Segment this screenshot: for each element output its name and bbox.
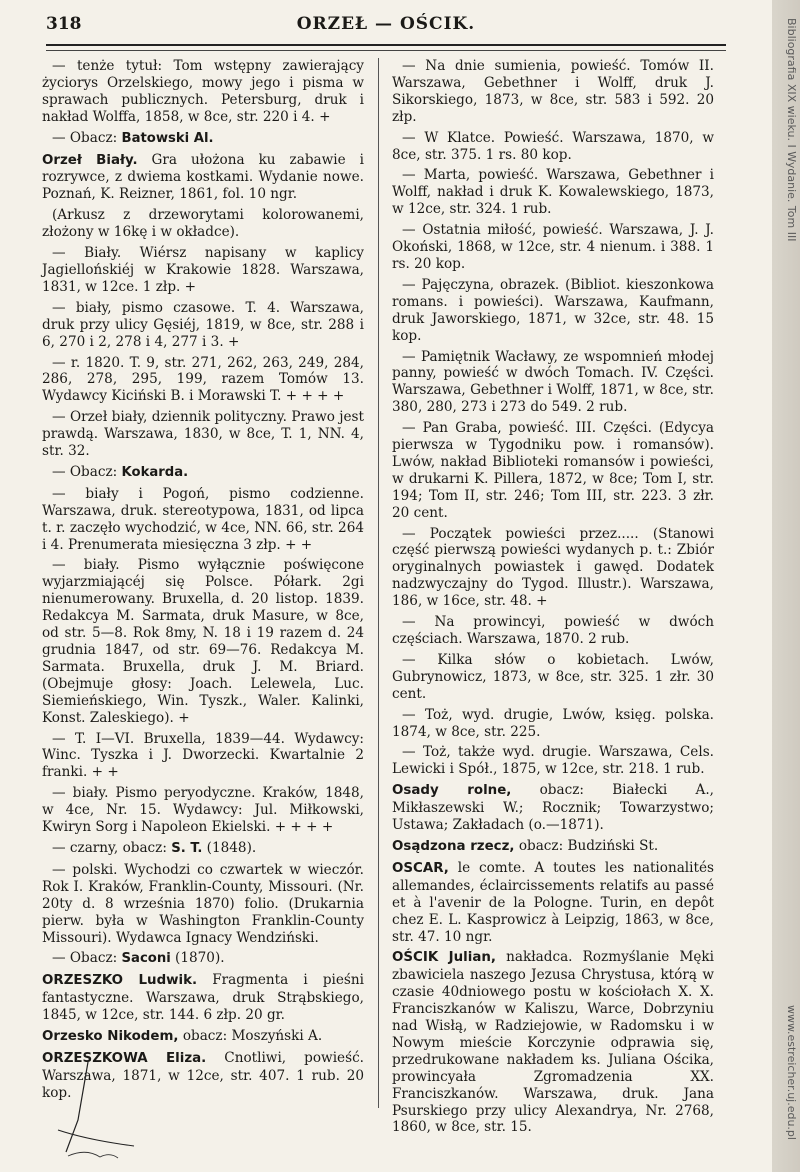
- entry-headword: Orzeł Biały.: [42, 152, 138, 168]
- entry-text: — Na prowincyi, powieść w dwóch częściach. Warszawa, 1870. 2 rub.: [392, 614, 714, 647]
- entry-headword: OŚCIK Julian,: [392, 950, 497, 966]
- bibliography-entry: [42, 731, 364, 782]
- entry-headword: Osady rolne,: [392, 783, 512, 799]
- bibliography-entry: [42, 130, 364, 148]
- page-header: [46, 14, 726, 40]
- entry-text: — Orzeł biały, dziennik polityczny. Prawo jest prawdą. Warszawa, 1830, w 8ce, T. 1, NN. 4, str. 32.: [42, 409, 364, 460]
- entry-text: — biały. Pismo wyłącznie poświęcone wyjarzmiającéj się Polsce. Półark. 2gi nienumerowany. Bruxella, d. 20 listop. 1839. Redakcya M. Sarmata, druk Masure, w 8ce, od str. 5—8. Rok 8my, N. 18 i 19 razem d. 24 grudnia 1847, od str. 69—76. Redakcya M. Sarmata. Bruxella, druk J. M. Briard. (Obejmuje głosy: Joach. Lelewela, Luc. Siemieńskiego, Win. Tyszk., Waler. Kalinki, Konst. Zaleskiego). +: [42, 557, 364, 726]
- bibliography-entry: [42, 58, 364, 126]
- entry-headword: ORZESZKO Ludwik.: [42, 973, 198, 989]
- entry-text: — Obacz:: [52, 463, 122, 480]
- bibliography-entry-heading: [392, 782, 714, 834]
- bibliography-entry: [392, 744, 714, 778]
- bibliography-entry-heading: [42, 1028, 364, 1046]
- side-note-bottom: www.estreicher.uj.edu.pl: [785, 1005, 798, 1140]
- bibliography-entry: [392, 58, 714, 126]
- header-rule-thin: [46, 50, 726, 51]
- bibliography-entry-heading: [42, 152, 364, 204]
- entry-text: le comte. A toutes les nationalités allemandes, éclaircissements relatifs au passé et à l'avenir de la Pologne. Turin, en depôt chez E. L. Kasprowicz à Leipzig, 1863, w 8ce, str. 47. 10 ngr.: [392, 859, 714, 945]
- bibliography-entry: [392, 349, 714, 417]
- side-note-top: Bibliografia XIX wieku. I Wydanie. Tom III: [785, 18, 798, 242]
- entry-text: obacz: Białecki A., Mikłaszewski W.; Rocznik; Towarzystwo; Ustawa; Zakładach (o.—1871).: [392, 782, 714, 834]
- bibliography-entry: [42, 300, 364, 351]
- entry-text: Fragmenta i pieśni fantastyczne. Warszawa, druk Strąbskiego, 1845, w 12ce, str. 144. 6 złp. 20 gr.: [42, 972, 364, 1024]
- entry-text: — czarny, obacz:: [52, 839, 172, 856]
- right-column: [392, 58, 714, 1140]
- running-title: ORZEŁ — OŚCIK.: [296, 14, 476, 34]
- entry-text: — Obacz:: [52, 129, 122, 146]
- entry-text: (1848).: [202, 839, 257, 856]
- bibliography-entry: [392, 222, 714, 273]
- bibliography-entry: [42, 950, 364, 968]
- handwritten-signature-mark: [48, 1060, 138, 1160]
- page-number: 318: [46, 14, 82, 34]
- bibliography-entry: [42, 245, 364, 296]
- bibliography-entry: [42, 486, 364, 554]
- bibliography-entry: [392, 130, 714, 164]
- entry-text: obacz: Moszyński A.: [178, 1028, 323, 1045]
- cross-reference: Kokarda.: [121, 464, 189, 480]
- entry-text: — Ostatnia miłość, powieść. Warszawa, J. J. Okoński, 1868, w 12ce, str. 4 nienum. i 388. 1 rs. 20 kop.: [392, 222, 714, 272]
- entry-text: — Początek powieści przez..... (Stanowi część pierwszą powieści wydanych p. t.: Zbiór oryginalnych powiastek i gawęd. Dodatek nadzwyczajny do Tygod. Illustr.). Warszawa, 186, w 16ce, str. 48. +: [392, 525, 714, 610]
- bibliography-entry: [42, 785, 364, 836]
- entry-text: Cnotliwi, powieść. Warszawa, 1871, w 12ce, str. 407. 1 rub. 20 kop.: [42, 1049, 364, 1101]
- bibliography-entry: [392, 652, 714, 703]
- header-rule: [46, 44, 726, 46]
- entry-text: — Toż, także wyd. drugie. Warszawa, Cels. Lewicki i Spół., 1875, w 12ce, str. 218. 1 rub.: [392, 744, 714, 778]
- bibliography-entry: [42, 840, 364, 858]
- bibliography-entry: [42, 409, 364, 460]
- entry-text: — Toż, wyd. drugie, Lwów, księg. polska. 1874, w 8ce, str. 225.: [392, 706, 714, 740]
- cross-reference: S. T.: [171, 840, 203, 856]
- entry-text: — Obacz:: [52, 950, 122, 967]
- bibliography-entry: [42, 862, 364, 947]
- bibliography-entry: [392, 167, 714, 218]
- entry-text: — biały, pismo czasowe. T. 4. Warszawa, druk przy ulicy Gęsiéj, 1819, w 8ce, str. 288 i 6, 270 i 2, 278 i 4, 277 i 3. +: [42, 299, 364, 350]
- bibliography-entry: [42, 557, 364, 726]
- entry-text: — Kilka słów o kobietach. Lwów, Gubrynowicz, 1873, w 8ce, str. 325. 1 złr. 30 cent.: [392, 651, 714, 702]
- entry-text: — Biały. Wiérsz napisany w kaplicy Jagiellońskiéj w Krakowie 1828. Warszawa, 1831, w 12ce. 1 złp. +: [42, 245, 364, 295]
- entry-text: — W Klatce. Powieść. Warszawa, 1870, w 8ce, str. 375. 1 rs. 80 kop.: [392, 129, 714, 163]
- entry-text: nakładca. Rozmyślanie Męki zbawiciela naszego Jezusa Chrystusa, którą w czasie 40dniowego postu w kościołach X. X. Franciszkanów w Kaliszu, Warce, Dobrzyniu nad Wisłą, w Radziejowie, w Radomsku i w Nowym mieście Korczynie odprawia się, przedrukowane nakładem ks. Juliana Ościka, prowincyała Zgromadzenia XX. Franciszkanów. Warszawa, druk. Jana Psurskiego przy ulicy Alexandrya, Nr. 2768, 1860, w 8ce, str. 15.: [392, 949, 714, 1136]
- bibliography-entry: [392, 707, 714, 741]
- entry-text: — Pajęczyna, obrazek. (Bibliot. kieszonkowa romans. i powieści). Warszawa, Kaufmann, druk Jaworskiego, 1871, w 32ce, str. 48. 15 kop.: [392, 276, 714, 344]
- bibliography-entry: [392, 614, 714, 648]
- left-column: [42, 58, 364, 1106]
- entry-text: — biały. Pismo peryodyczne. Kraków, 1848, w 4ce, Nr. 15. Wydawcy: Jul. Miłkowski, Kwiryn Sorg i Napoleon Ekielski. + + + +: [42, 785, 364, 836]
- bibliography-entry: [42, 207, 364, 241]
- page-edge: [772, 0, 800, 1172]
- entry-text: obacz: Budziński St.: [514, 837, 659, 854]
- entry-text: — Marta, powieść. Warszawa, Gebethner i Wolff, nakład i druk K. Kowalewskiego, 1873, w 12ce, str. 324. 1 rub.: [392, 167, 714, 218]
- entry-text: — tenże tytuł: Tom wstępny zawierający życiorys Orzelskiego, mowy jego i pisma w sprawach publicznych. Petersburg, druk i nakład Wolffa, 1858, w 8ce, str. 220 i 4. +: [42, 58, 364, 125]
- bibliography-entry: [392, 277, 714, 345]
- entry-text: — Pamiętnik Wacławy, ze wspomnień młodej panny, powieść w dwóch Tomach. IV. Części. Warszawa, Gebethner i Wolff, 1871, w 8ce, str. 380, 280, 273 i 273 do 549. 2 rub.: [392, 348, 714, 416]
- bibliography-entry-heading: [392, 949, 714, 1136]
- entry-text: — Pan Graba, powieść. III. Części. (Edycya pierwsza w Tygodniku pow. i romansów). Lwów, nakład Biblioteki romansów i powieści, w drukarni K. Pillera, 1872, w 8ce; Tom I, str. 194; Tom II, str. 246; Tom III, str. 223. 3 złr. 20 cent.: [392, 420, 714, 521]
- entry-text: — T. I—VI. Bruxella, 1839—44. Wydawcy: Winc. Tyszka i J. Dworzecki. Kwartalnie 2 franki. + +: [42, 730, 364, 781]
- bibliography-entry: [42, 464, 364, 482]
- cross-reference: Saconi: [121, 951, 171, 967]
- entry-text: Gra ułożona ku zabawie i rozrywce, z dwiema kostkami. Wydanie nowe. Poznań, K. Reizner, 1861, fol. 10 ngr.: [42, 151, 364, 203]
- entry-text: — Na dnie sumienia, powieść. Tomów II. Warszawa, Gebethner i Wolff, druk J. Sikorskiego, 1873, w 8ce, str. 583 i 592. 20 złp.: [392, 58, 714, 125]
- entry-text: (1870).: [170, 950, 225, 967]
- bibliography-entry: [42, 355, 364, 406]
- bibliography-entry-heading: [392, 860, 714, 946]
- bibliography-entry-heading: [42, 972, 364, 1024]
- entry-text: — biały i Pogoń, pismo codzienne. Warszawa, druk. stereotypowa, 1831, od lipca t. r. zaczęło wychodzić, w 4ce, NN. 66, str. 264 i 4. Prenumerata miesięczna 3 złp. + +: [42, 485, 364, 553]
- bibliography-entry: [392, 526, 714, 611]
- entry-headword: Osądzona rzecz,: [392, 838, 515, 854]
- entry-headword: OSCAR,: [392, 860, 449, 876]
- entry-text: — r. 1820. T. 9, str. 271, 262, 263, 249, 284, 286, 278, 295, 199, razem Tomów 13. Wydawcy Kiciński B. i Morawski T. + + + +: [42, 354, 364, 405]
- entry-text: (Arkusz z drzeworytami kolorowanemi, złożony w 16kę i w okładce).: [42, 207, 364, 241]
- bibliography-entry: [392, 420, 714, 521]
- column-divider: [378, 58, 379, 1108]
- entry-headword: Orzesko Nikodem,: [42, 1029, 179, 1045]
- entry-headword: ORZESZKOWA Eliza.: [42, 1050, 207, 1066]
- cross-reference: Batowski Al.: [121, 130, 214, 146]
- entry-text: — polski. Wychodzi co czwartek w wieczór. Rok I. Kraków, Franklin-County, Missouri. (Nr. 20ty d. 8 września 1870) folio. (Drukarnia pierw. była w Washington Franklin-County Missouri). Wydawca Ignacy Wendziński.: [42, 861, 364, 946]
- bibliography-entry-heading: [392, 838, 714, 856]
